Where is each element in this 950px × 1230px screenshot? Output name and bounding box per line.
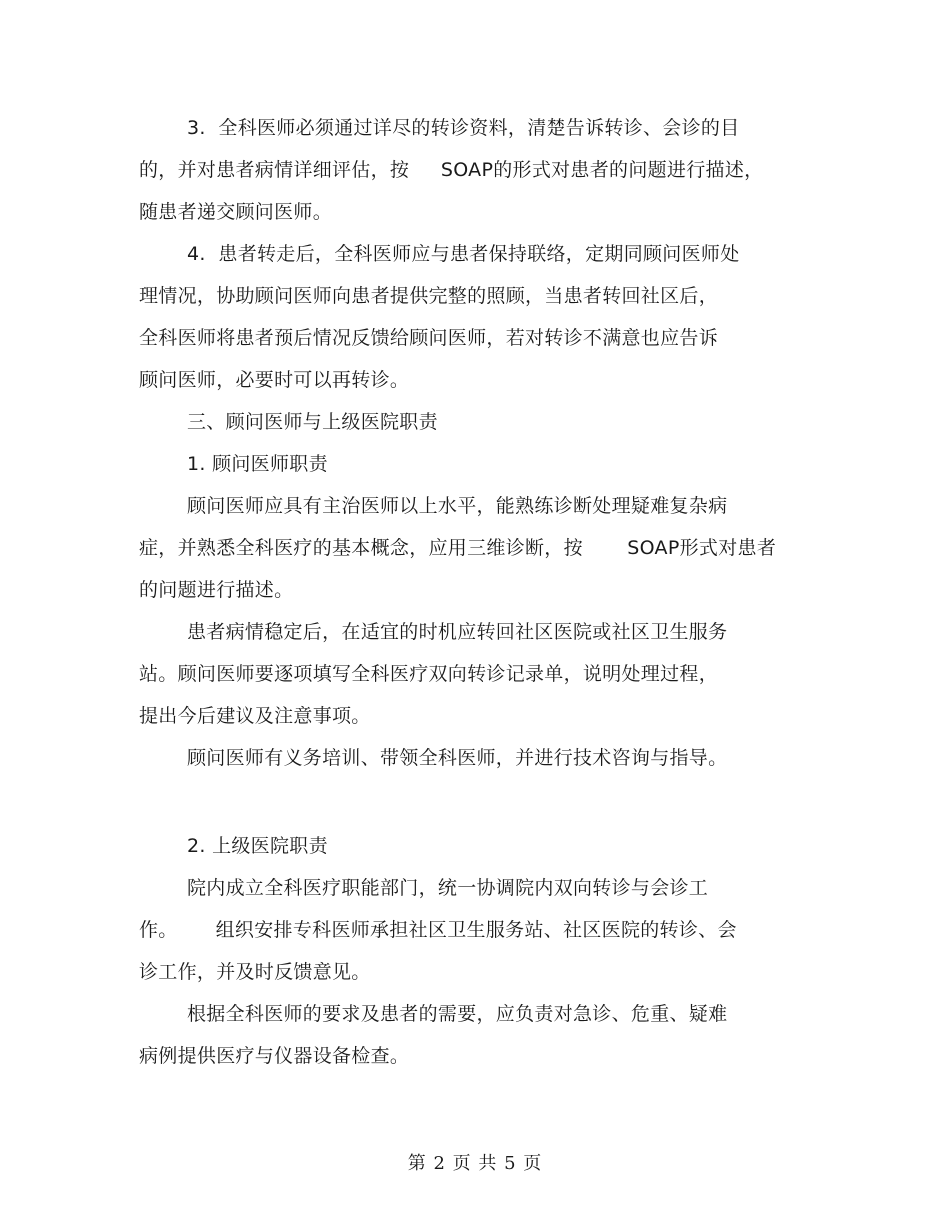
paragraph-line: 的问题进行描述。 <box>139 579 294 601</box>
paragraph-line: 院内成立全科医疗职能部门，统一协调院内双向转诊与会诊工 <box>187 877 709 899</box>
paragraph-line: 的，并对患者病情详细评估，按 SOAP的形式对患者的问题进行描述， <box>139 159 764 181</box>
page-number-footer: 第 2 页 共 5 页 <box>407 1153 543 1174</box>
paragraph-line: 症，并熟悉全科医疗的基本概念，应用三维诊断，按 SOAP形式对患者 <box>139 537 777 559</box>
paragraph-line: 顾问医师有义务培训、带领全科医师，并进行技术咨询与指导。 <box>187 747 728 769</box>
paragraph-line: 站。顾问医师要逐项填写全科医疗双向转诊记录单，说明处理过程， <box>139 663 719 685</box>
paragraph-line: 顾问医师，必要时可以再转诊。 <box>139 369 410 391</box>
paragraph-line: 诊工作，并及时反馈意见。 <box>139 961 371 983</box>
paragraph-line: 4. 患者转走后，全科医师应与患者保持联络，定期同顾问医师处 <box>187 243 740 265</box>
paragraph-line: 病例提供医疗与仪器设备检查。 <box>139 1045 410 1067</box>
paragraph-line: 根据全科医师的要求及患者的需要，应负责对急诊、危重、疑难 <box>187 1003 728 1025</box>
subsection-heading: 1. 顾问医师职责 <box>187 453 328 475</box>
section-heading: 三、顾问医师与上级医院职责 <box>187 411 438 433</box>
paragraph-line: 全科医师将患者预后情况反馈给顾问医师，若对转诊不满意也应告诉 <box>139 327 719 349</box>
paragraph-line: 顾问医师应具有主治医师以上水平，能熟练诊断处理疑难复杂病 <box>187 495 728 517</box>
paragraph-line: 提出今后建议及注意事项。 <box>139 705 371 727</box>
paragraph-line: 作。 组织安排专科医师承担社区卫生服务站、社区医院的转诊、会 <box>139 919 737 941</box>
paragraph-line: 理情况，协助顾问医师向患者提供完整的照顾，当患者转回社区后， <box>139 285 719 307</box>
paragraph-line: 随患者递交顾问医师。 <box>139 201 333 223</box>
paragraph-line: 3. 全科医师必须通过详尽的转诊资料，清楚告诉转诊、会诊的目 <box>187 117 740 139</box>
paragraph-line: 患者病情稳定后，在适宜的时机应转回社区医院或社区卫生服务 <box>187 621 728 643</box>
subsection-heading: 2. 上级医院职责 <box>187 835 328 857</box>
